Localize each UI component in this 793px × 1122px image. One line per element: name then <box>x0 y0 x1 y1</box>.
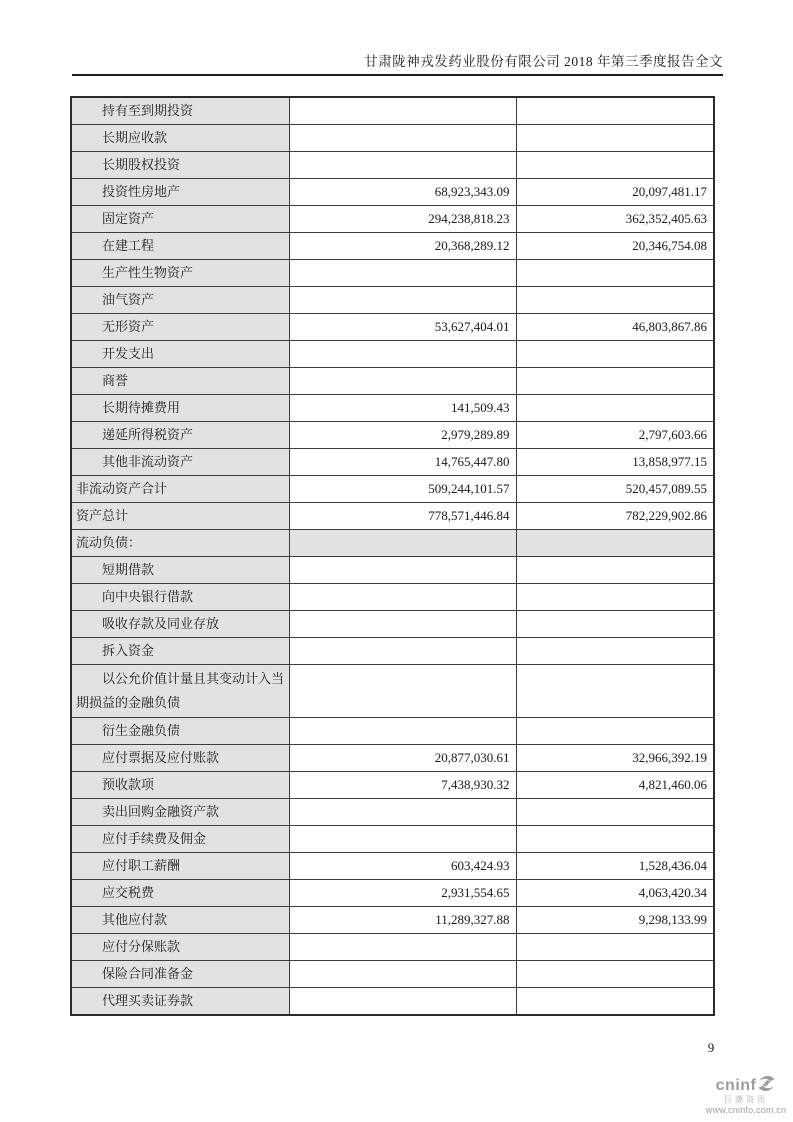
table-row <box>71 314 714 341</box>
row-label: 卖出回购金融资产款 <box>71 799 289 826</box>
page-number: 9 <box>707 1040 715 1055</box>
balance-sheet-table <box>70 96 715 1016</box>
value-col-2: 2,797,603.66 <box>516 422 714 449</box>
cninfo-url: www.cninfo.com.cn <box>705 1105 787 1116</box>
row-label: 短期借款 <box>71 557 289 584</box>
value-col-2 <box>516 584 714 611</box>
value-col-1 <box>289 260 516 287</box>
value-col-1: 509,244,101.57 <box>289 476 516 503</box>
row-label: 向中央银行借款 <box>71 584 289 611</box>
value-col-1: 68,923,343.09 <box>289 179 516 206</box>
value-col-1: 2,931,554.65 <box>289 880 516 907</box>
value-col-1 <box>289 988 516 1016</box>
row-label: 无形资产 <box>71 314 289 341</box>
table-row <box>71 97 714 125</box>
row-label: 油气资产 <box>71 287 289 314</box>
value-col-2 <box>516 341 714 368</box>
table-row <box>71 718 714 745</box>
value-col-2 <box>516 961 714 988</box>
value-col-2: 9,298,133.99 <box>516 907 714 934</box>
table-row <box>71 422 714 449</box>
value-col-2 <box>516 988 714 1016</box>
value-col-2 <box>516 125 714 152</box>
row-label: 固定资产 <box>71 206 289 233</box>
value-col-1 <box>289 97 516 125</box>
value-col-1: 141,509.43 <box>289 395 516 422</box>
value-col-2: 32,966,392.19 <box>516 745 714 772</box>
table-row <box>71 395 714 422</box>
row-label: 投资性房地产 <box>71 179 289 206</box>
row-label: 以公允价值计量且其变动计入当期损益的金融负债 <box>71 665 289 718</box>
value-col-2 <box>516 826 714 853</box>
table-row <box>71 287 714 314</box>
table-row <box>71 179 714 206</box>
cninfo-brand-text: cninf <box>715 1077 757 1094</box>
value-col-1: 11,289,327.88 <box>289 907 516 934</box>
value-col-1: 778,571,446.84 <box>289 503 516 530</box>
table-row <box>71 961 714 988</box>
value-col-2 <box>516 395 714 422</box>
value-col-2: 46,803,867.86 <box>516 314 714 341</box>
value-col-2: 4,063,420.34 <box>516 880 714 907</box>
value-col-2: 20,346,754.08 <box>516 233 714 260</box>
row-label: 商誉 <box>71 368 289 395</box>
table-row <box>71 260 714 287</box>
row-label: 应付手续费及佣金 <box>71 826 289 853</box>
row-label: 其他非流动资产 <box>71 449 289 476</box>
value-col-1 <box>289 530 516 557</box>
value-col-1: 294,238,818.23 <box>289 206 516 233</box>
table-row <box>71 152 714 179</box>
value-col-1 <box>289 934 516 961</box>
value-col-2: 520,457,089.55 <box>516 476 714 503</box>
value-col-1 <box>289 826 516 853</box>
cninfo-logo <box>701 1075 791 1116</box>
row-label: 衍生金融负债 <box>71 718 289 745</box>
value-col-2 <box>516 530 714 557</box>
value-col-2 <box>516 611 714 638</box>
row-label: 其他应付款 <box>71 907 289 934</box>
value-col-1 <box>289 584 516 611</box>
value-col-1 <box>289 665 516 718</box>
value-col-1 <box>289 125 516 152</box>
value-col-2 <box>516 799 714 826</box>
table-row <box>71 611 714 638</box>
value-col-2: 1,528,436.04 <box>516 853 714 880</box>
value-col-1: 20,368,289.12 <box>289 233 516 260</box>
value-col-1: 603,424.93 <box>289 853 516 880</box>
value-col-2 <box>516 97 714 125</box>
value-col-1: 53,627,404.01 <box>289 314 516 341</box>
row-label: 拆入资金 <box>71 638 289 665</box>
row-label: 应付分保账款 <box>71 934 289 961</box>
value-col-1: 14,765,447.80 <box>289 449 516 476</box>
balance-sheet-body <box>71 97 714 1015</box>
row-label: 长期待摊费用 <box>71 395 289 422</box>
value-col-1 <box>289 718 516 745</box>
table-row <box>71 530 714 557</box>
value-col-2 <box>516 557 714 584</box>
row-label: 保险合同准备金 <box>71 961 289 988</box>
table-row <box>71 557 714 584</box>
row-label: 资产总计 <box>71 503 289 530</box>
value-col-1 <box>289 961 516 988</box>
table-row <box>71 826 714 853</box>
value-col-2 <box>516 260 714 287</box>
value-col-1 <box>289 341 516 368</box>
value-col-1 <box>289 638 516 665</box>
table-row <box>71 125 714 152</box>
table-row <box>71 368 714 395</box>
value-col-1 <box>289 557 516 584</box>
value-col-2 <box>516 368 714 395</box>
row-label: 应交税费 <box>71 880 289 907</box>
value-col-2: 782,229,902.86 <box>516 503 714 530</box>
value-col-2 <box>516 934 714 961</box>
value-col-2: 20,097,481.17 <box>516 179 714 206</box>
value-col-1 <box>289 799 516 826</box>
value-col-1: 20,877,030.61 <box>289 745 516 772</box>
row-label: 生产性生物资产 <box>71 260 289 287</box>
value-col-1 <box>289 368 516 395</box>
cninfo-swirl-icon <box>757 1075 776 1097</box>
row-label: 流动负债： <box>71 530 289 557</box>
value-col-1 <box>289 152 516 179</box>
table-row <box>71 799 714 826</box>
value-col-2 <box>516 152 714 179</box>
table-row <box>71 772 714 799</box>
table-row <box>71 341 714 368</box>
row-label: 开发支出 <box>71 341 289 368</box>
table-row <box>71 449 714 476</box>
table-row <box>71 907 714 934</box>
value-col-1 <box>289 287 516 314</box>
table-row <box>71 853 714 880</box>
row-label: 长期股权投资 <box>71 152 289 179</box>
row-label: 预收款项 <box>71 772 289 799</box>
value-col-1 <box>289 611 516 638</box>
table-row <box>71 934 714 961</box>
value-col-2 <box>516 287 714 314</box>
table-row <box>71 233 714 260</box>
row-label: 在建工程 <box>71 233 289 260</box>
row-label: 持有至到期投资 <box>71 97 289 125</box>
table-row <box>71 503 714 530</box>
value-col-2 <box>516 718 714 745</box>
row-label: 应付职工薪酬 <box>71 853 289 880</box>
cninfo-chinese-name: 巨潮资讯 <box>724 1094 768 1104</box>
row-label: 吸收存款及同业存放 <box>71 611 289 638</box>
row-label: 长期应收款 <box>71 125 289 152</box>
table-row <box>71 880 714 907</box>
table-row <box>71 206 714 233</box>
value-col-2: 4,821,460.06 <box>516 772 714 799</box>
table-row <box>71 584 714 611</box>
table-row <box>71 638 714 665</box>
row-label: 代理买卖证券款 <box>71 988 289 1016</box>
row-label: 递延所得税资产 <box>71 422 289 449</box>
table-row <box>71 476 714 503</box>
value-col-2: 13,858,977.15 <box>516 449 714 476</box>
table-row <box>71 745 714 772</box>
row-label: 非流动资产合计 <box>71 476 289 503</box>
report-header-title: 甘肃陇神戎发药业股份有限公司 2018 年第三季度报告全文 <box>72 52 723 76</box>
value-col-2 <box>516 638 714 665</box>
value-col-2: 362,352,405.63 <box>516 206 714 233</box>
row-label: 应付票据及应付账款 <box>71 745 289 772</box>
value-col-1: 7,438,930.32 <box>289 772 516 799</box>
value-col-2 <box>516 665 714 718</box>
table-row <box>71 988 714 1016</box>
table-row <box>71 665 714 718</box>
value-col-1: 2,979,289.89 <box>289 422 516 449</box>
